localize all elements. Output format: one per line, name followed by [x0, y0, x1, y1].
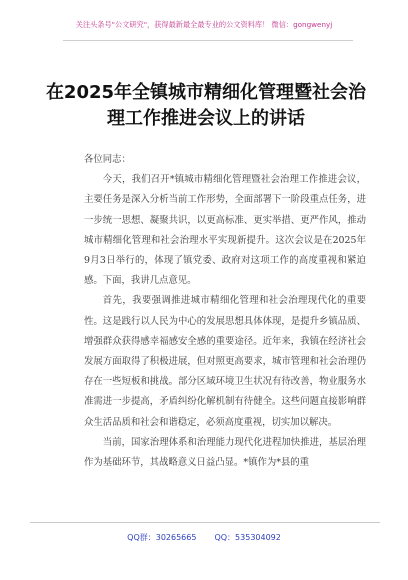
header-divider	[63, 40, 353, 41]
footer-qq-group: QQ群：30265665	[127, 533, 197, 542]
paragraph-1: 今天，我们召开*镇城市精细化管理暨社会治理工作推进会议，主要任务是深入分析当前工作形势，全面部署下一阶段重点任务，进一步统一思想、凝聚共识，以更高标准、更实举措、更严作风，推动城市精细化管理和社会治理水平实现新提升。这次会议是在2025年9月3日举行的，体现了镇党委、政府对这项工作的高度重视和紧迫感。下面，我讲几点意见。	[84, 174, 366, 287]
title-line-2: 理工作推进会议上的讲话	[107, 108, 305, 129]
footer-divider	[30, 522, 380, 523]
salutation: 各位同志：	[84, 154, 131, 165]
paragraph-3: 当前，国家治理体系和治理能力现代化进程加快推进，基层治理作为基础环节，其战略意义日益凸显。*镇作为*县的重	[84, 436, 366, 469]
header-note: 关注头条号"公文研究"，获得最新最全最专业的公文资料库！ 微信：gongwenyj	[75, 20, 333, 29]
title-line-1: 在2025年全镇城市精细化管理暨社会治	[45, 82, 367, 103]
document-body	[84, 150, 366, 473]
document-title	[40, 80, 372, 132]
footer-contacts	[0, 532, 408, 543]
footer-qq: QQ：535304092	[214, 533, 281, 542]
paragraph-2: 首先，我要强调推进城市精细化管理和社会治理现代化的重要性。这是践行以人民为中心的发展思想具体体现，是提升乡镇品质、增强群众获得感幸福感安全感的重要途径。近年来，我镇在经济社会发展方面取得了积极进展，但对照更高要求，城市管理和社会治理仍存在一些短板和挑战。部分区域环境卫生状况有待改善，物业服务水准需进一步提高，矛盾纠纷化解机制有待健全。这些问题直接影响群众生活品质和社会和谐稳定，必须高度重视，切实加以解决。	[84, 295, 366, 428]
